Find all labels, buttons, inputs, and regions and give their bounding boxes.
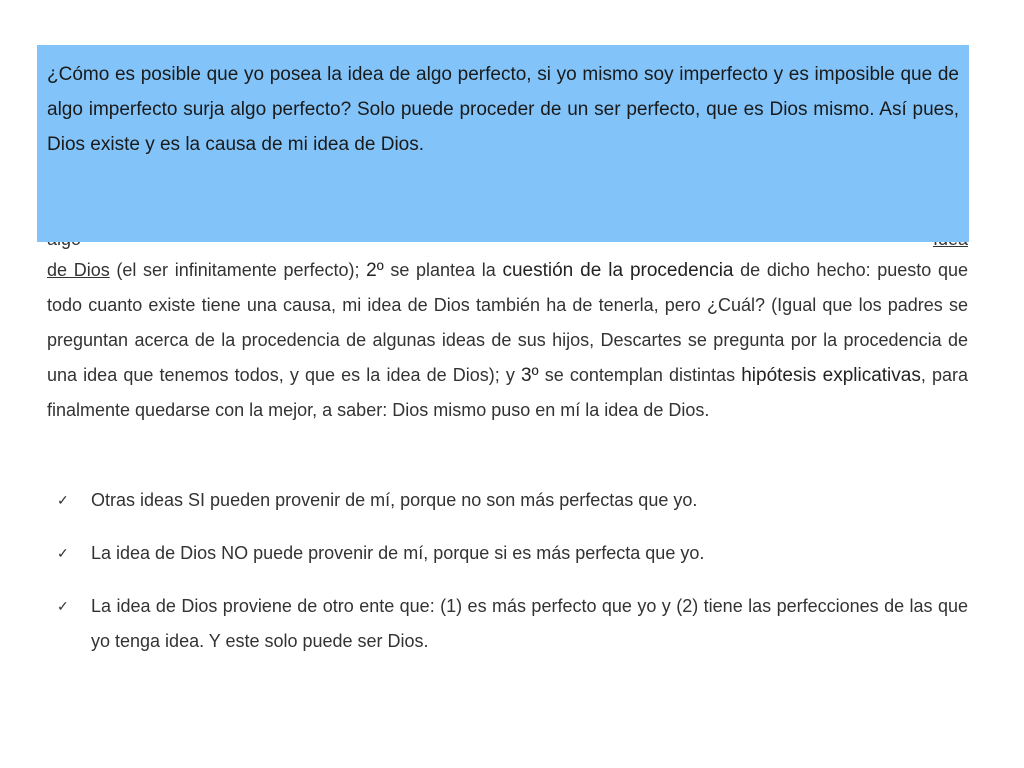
list-item-text: Otras ideas SI pueden provenir de mí, porque no son más perfectas que yo. bbox=[91, 490, 698, 510]
overlay-answer: Solo puede proceder de un ser perfecto, que es Dios mismo. Así pues, Dios existe y es la causa de mi idea de Dios. bbox=[47, 99, 960, 155]
overlay-text bbox=[47, 57, 959, 162]
list-item bbox=[47, 589, 968, 659]
ordinal-3: 3º bbox=[521, 365, 539, 386]
list-item bbox=[47, 483, 968, 518]
paragraph-text: se contemplan distintas bbox=[538, 365, 742, 385]
paragraph-text: , para finalmente quedarse con la mejor, a saber: Dios mismo puso en mí la idea de Dios. bbox=[47, 365, 969, 420]
checkmark-icon: ✓ bbox=[57, 492, 69, 508]
emphasis-hipotesis: hipótesis explicativas bbox=[741, 365, 921, 386]
list-item-text: La idea de Dios NO puede provenir de mí, porque si es más perfecta que yo. bbox=[91, 543, 705, 563]
checkmark-icon: ✓ bbox=[57, 598, 69, 614]
list-item bbox=[47, 536, 968, 571]
underlined-de-dios: de Dios bbox=[47, 260, 110, 280]
main-paragraph bbox=[47, 253, 968, 428]
emphasis-cuestion: cuestión de la procedencia bbox=[502, 260, 734, 281]
paragraph-text: se plantea la bbox=[383, 260, 503, 280]
list-item-text: La idea de Dios proviene de otro ente que: (1) es más perfecto que yo y (2) tiene las perfecciones de las que yo tenga idea. Y este solo puede ser Dios. bbox=[91, 596, 968, 651]
check-list bbox=[47, 483, 968, 677]
overlay-question: ¿Cómo es posible que yo posea la idea de algo perfecto, si yo mismo soy imperfecto y es imposible que de algo imperfecto surja algo perfecto? bbox=[47, 64, 959, 120]
paragraph-text: (el ser infinitamente perfecto); bbox=[109, 260, 367, 280]
highlight-overlay-box bbox=[37, 45, 969, 242]
checkmark-icon: ✓ bbox=[57, 545, 69, 561]
ordinal-2: 2º bbox=[366, 260, 384, 281]
paragraph-text: de dicho hecho: puesto que todo cuanto existe tiene una causa, mi idea de Dios también ha de tenerla, pero ¿Cuál? (Igual que los padres se preguntan acerca de la procedencia de algunas ideas de sus hijos, Descartes se pregunta por la procedencia de una idea que tenemos todos, y que es la idea de Dios); y bbox=[47, 260, 969, 385]
